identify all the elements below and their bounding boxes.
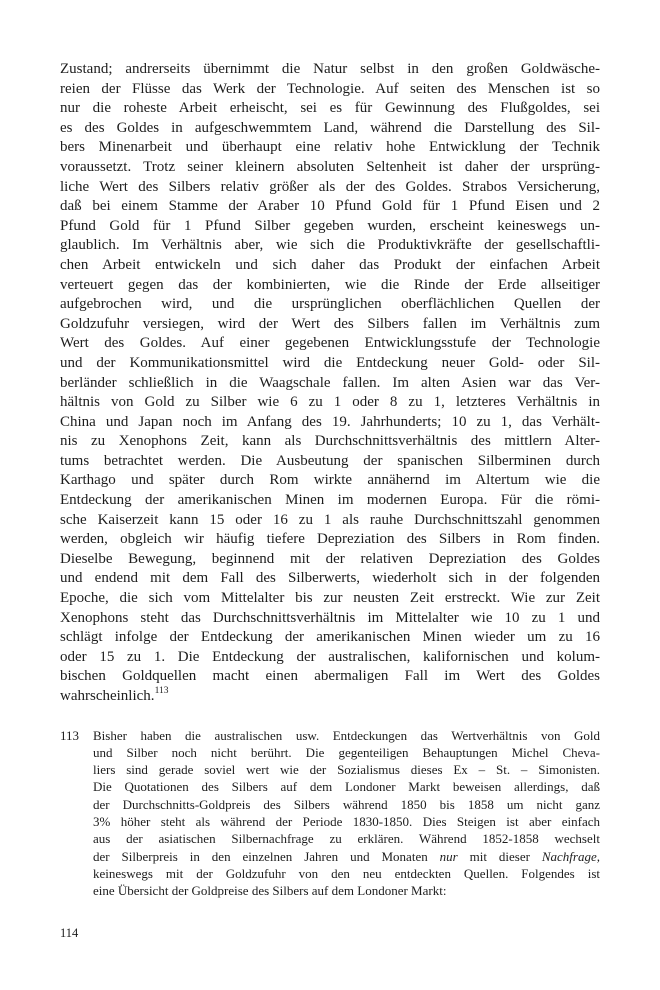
body-paragraph xyxy=(60,60,600,707)
text-line xyxy=(60,178,600,198)
text-segment: daß bei einem Stamme der Araber 10 Pfund Gold für 1 Pfund Eisen und 2 xyxy=(60,198,600,215)
text-segment: nur die roheste Arbeit erheischt, sei es für Gewinnung des Flußgoldes, sei xyxy=(60,100,600,117)
text-line xyxy=(60,276,600,296)
text-segment: Nachfrage, xyxy=(541,848,600,864)
text-segment: tums betrachtet werden. Die Ausbeutung der spanischen Silberminen durch xyxy=(60,452,600,469)
text-line xyxy=(60,471,600,491)
text-segment: voraussetzt. Trotz seiner kleinern absoluten Seltenheit ist daher der ursprüng- xyxy=(60,158,600,175)
text-line xyxy=(60,393,600,413)
text-segment: berländer schließlich in die Waagschale fallen. Im alten Asien war das Ver- xyxy=(60,374,600,391)
text-line xyxy=(60,413,600,433)
text-segment: wahrscheinlich. xyxy=(60,688,155,704)
page-number: 114 xyxy=(60,926,79,940)
text-line xyxy=(60,334,600,354)
text-segment: glaublich. Im Verhältnis aber, wie sich die Produktivkräfte der gesellschaftli- xyxy=(60,237,600,254)
text-line xyxy=(60,256,600,276)
text-segment: Zustand; andrerseits übernimmt die Natur selbst in den großen Goldwäsche- xyxy=(60,61,600,77)
text-line xyxy=(60,667,600,687)
text-segment: mit dieser xyxy=(457,848,542,864)
text-line xyxy=(60,60,600,80)
footnote-ref: 113 xyxy=(154,686,169,696)
text-segment: bischen Goldquellen macht einen abermaligen Fall im Wert des Goldes xyxy=(60,668,600,685)
text-segment: Karthago und später durch Rom wirkte annähernd im Altertum wie die xyxy=(60,472,600,489)
text-segment: der Durchschnitts-Goldpreis des Silbers während 1850 bis 1858 um nicht ganz xyxy=(93,796,600,812)
text-line xyxy=(93,796,600,813)
text-segment: und der Kommunikationsmittel wird die Entdeckung neuer Gold- oder Sil- xyxy=(60,354,600,371)
text-segment: und endend mit dem Fall des Silberwerts, wiederholt sich in der folgenden xyxy=(60,570,600,587)
text-block xyxy=(60,60,600,900)
text-segment: nur xyxy=(439,848,458,864)
text-line xyxy=(60,589,600,609)
footnote xyxy=(60,727,600,900)
text-line xyxy=(93,865,600,882)
text-segment: der Silberpreis in den einzelnen Jahren und Monaten xyxy=(93,848,440,864)
text-line xyxy=(60,687,600,707)
text-line xyxy=(93,882,600,899)
text-segment: Xenophons steht das Durchschnittsverhältnis im Mittelalter wie 10 zu 1 und xyxy=(60,609,600,626)
text-segment: oder 15 zu 1. Die Entdeckung der australischen, kalifornischen und kolum- xyxy=(60,648,600,665)
text-line xyxy=(93,727,600,744)
text-line xyxy=(93,778,600,795)
text-line xyxy=(60,236,600,256)
text-segment: Pfund Gold für 1 Pfund Silber gegeben wurden, erscheint keineswegs un- xyxy=(60,217,600,234)
text-segment: schlägt infolge der Entdeckung der amerikanischen Minen wieder um zu 16 xyxy=(60,629,600,646)
text-line xyxy=(60,138,600,158)
text-segment: Bisher haben die australischen usw. Entdeckungen das Wertverhältnis von Gold xyxy=(93,727,600,743)
text-line xyxy=(60,80,600,100)
text-segment: chen Arbeit entwickeln und sich daher das Produkt der einfachen Arbeit xyxy=(60,256,600,273)
text-line xyxy=(60,491,600,511)
text-line xyxy=(60,648,600,668)
text-segment: China und Japan noch im Anfang des 19. Jahrhunderts; 10 zu 1, das Verhält- xyxy=(60,413,600,430)
text-segment: sche Kaiserzeit kann 15 oder 16 zu 1 als rauhe Durchschnittszahl genommen xyxy=(60,511,600,528)
text-segment: Goldzufuhr versiegen, wird der Wert des Silbers fallen im Verhältnis zum xyxy=(60,315,600,332)
text-line xyxy=(60,432,600,452)
text-segment: keineswegs mit der Goldzufuhr von den neu entdeckten Quellen. Folgendes ist xyxy=(93,865,600,881)
text-line xyxy=(93,830,600,847)
text-line xyxy=(60,550,600,570)
text-segment: Die Quotationen des Silbers auf dem Londoner Markt beweisen allerdings, daß xyxy=(93,779,600,795)
footnote-text xyxy=(93,727,600,900)
text-segment: Entdeckung der amerikanischen Minen im modernen Europa. Für die römi- xyxy=(60,492,600,509)
text-segment: liers sind gerade soviel wert wie der Sozialismus dieses Ex – St. – Simonisten. xyxy=(93,762,600,778)
text-segment: hältnis von Gold zu Silber wie 6 zu 1 oder 8 zu 1, letzteres Verhältnis in xyxy=(60,394,600,411)
text-line xyxy=(60,569,600,589)
text-line xyxy=(60,374,600,394)
text-segment: verteuert gegen das der kombinierten, wie die Rinde der Erde allseitiger xyxy=(60,276,600,293)
text-line xyxy=(60,295,600,315)
text-segment: reien der Flüsse das Werk der Technologie. Auf seiten des Menschen ist so xyxy=(60,80,600,97)
text-segment: Wert des Goldes. Auf einer gegebenen Entwicklungsstufe der Technologie xyxy=(60,335,600,352)
text-line xyxy=(60,99,600,119)
footnote-number: 113 xyxy=(60,727,80,743)
text-line xyxy=(60,197,600,217)
text-line xyxy=(60,158,600,178)
text-segment: bers Minenarbeit und überhaupt eine relativ hohe Entwicklung der Technik xyxy=(60,139,600,156)
text-line xyxy=(93,744,600,761)
text-line xyxy=(60,530,600,550)
text-segment: und Silber noch nicht berührt. Die gegenteiligen Behauptungen Michel Cheva- xyxy=(93,744,600,760)
text-line xyxy=(60,119,600,139)
text-segment: Epoche, die sich vom Mittelalter bis zur neusten Zeit erstreckt. Wie zur Zeit xyxy=(60,590,600,607)
text-segment: liche Wert des Silbers relativ größer als der des Goldes. Strabos Versicherung, xyxy=(60,178,600,195)
text-line xyxy=(60,628,600,648)
text-line xyxy=(60,315,600,335)
text-segment: aus der asiatischen Silbernachfrage zu erklären. Während 1852-1858 wechselt xyxy=(93,831,600,847)
text-segment: werden, obgleich wir häufig tiefere Depreziation des Silbers in Rom finden. xyxy=(60,531,600,548)
text-line xyxy=(60,511,600,531)
text-segment: aufgebrochen wird, und die ursprünglichen oberflächlichen Quellen der xyxy=(60,296,600,313)
text-line xyxy=(60,354,600,374)
text-segment: nis zu Xenophons Zeit, kann als Durchschnittsverhältnis des mittlern Alter- xyxy=(60,433,600,450)
text-line xyxy=(93,813,600,830)
text-line xyxy=(93,848,600,865)
text-line xyxy=(93,761,600,778)
text-segment: es des Goldes in aufgeschwemmtem Land, während die Darstellung des Sil- xyxy=(60,119,600,136)
text-segment: eine Übersicht der Goldpreise des Silbers auf dem Londoner Markt: xyxy=(93,883,447,899)
text-line xyxy=(60,452,600,472)
text-segment: Dieselbe Bewegung, beginnend mit der relativen Depreziation des Goldes xyxy=(60,550,600,567)
text-line xyxy=(60,609,600,629)
text-segment: 3% höher steht als während der Periode 1830-1850. Dies Steigen ist aber einfach xyxy=(93,814,600,830)
text-line xyxy=(60,217,600,237)
